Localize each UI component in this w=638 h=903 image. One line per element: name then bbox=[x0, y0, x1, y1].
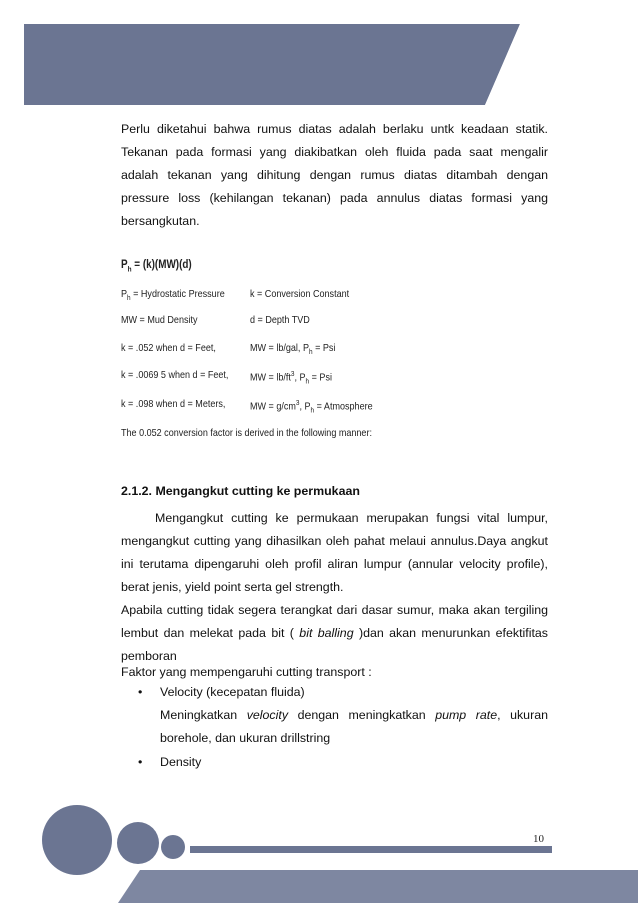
bullet-marker: • bbox=[138, 755, 143, 769]
formula-note: The 0.052 conversion factor is derived in the following manner: bbox=[121, 427, 372, 439]
bullet-marker: • bbox=[138, 685, 143, 699]
formula-row-1-left: $P_h$ = Hydrostatic Pressure bbox=[121, 288, 225, 303]
paragraph-static-pressure: Perlu diketahui bahwa rumus diatas adalah berlaku untk keadaan statik. Tekanan pada formasi yang diakibatkan oleh fluida pada saat mengalir adalah tekanan yang dihitung dengan rumus diatas ditambah dengan pressure loss (kehilangan tekanan) pada annulus diatas formasi yang bersangkutan. bbox=[121, 122, 548, 228]
formula-row-2-right: d = Depth TVD bbox=[250, 314, 310, 326]
bullet-density: Density bbox=[160, 755, 202, 769]
section-heading: 2.1.2. Mengangkut cutting ke permukaan bbox=[121, 484, 360, 498]
formula-row-5-left: k = .098 when d = Meters, bbox=[121, 398, 226, 410]
formula-image bbox=[121, 255, 413, 445]
header-band bbox=[0, 0, 638, 110]
formula-title: $P_h = (k)(MW)(d)$ bbox=[121, 259, 192, 274]
bullet-velocity: Velocity (kecepatan fluida) bbox=[160, 685, 305, 699]
formula-row-5-right: MW = $g/cm^3$, $P_h$ = Atmosphere bbox=[250, 398, 373, 415]
formula-row-3-right: MW = lb/gal, $P_h$ = Psi bbox=[250, 342, 336, 357]
bullet-velocity-description: Meningkatkan velocity dengan meningkatkan pump rate, ukuran borehole, dan ukuran drillstring bbox=[160, 708, 548, 745]
footer-decoration bbox=[0, 800, 638, 903]
formula-row-2-left: MW = Mud Density bbox=[121, 314, 198, 326]
factors-intro: Faktor yang mempengaruhi cutting transport : bbox=[121, 665, 372, 679]
formula-row-3-left: k = .052 when d = Feet, bbox=[121, 342, 216, 354]
paragraph-cutting-transport: Mengangkut cutting ke permukaan merupakan fungsi vital lumpur, mengangkut cutting yang dihasilkan oleh pahat melaui annulus.Daya angkut ini terutama dipengaruhi oleh profil aliran lumpur (annular velocity profile), berat jenis, yield point serta gel strength. bbox=[121, 511, 548, 594]
formula-row-4-left: k = .0069 5 when d = Feet, bbox=[121, 369, 229, 381]
page-number: 10 bbox=[533, 833, 544, 845]
formula-row-4-right: MW = $lb/ft^3$, $P_h$ = Psi bbox=[250, 369, 332, 386]
paragraph-bit-balling: Apabila cutting tidak segera terangkat dari dasar sumur, maka akan tergiling lembut dan melekat pada bit ( bit balling )dan akan menurunkan efektifitas pemboran bbox=[121, 603, 548, 663]
formula-row-1-right: k = Conversion Constant bbox=[250, 288, 350, 300]
